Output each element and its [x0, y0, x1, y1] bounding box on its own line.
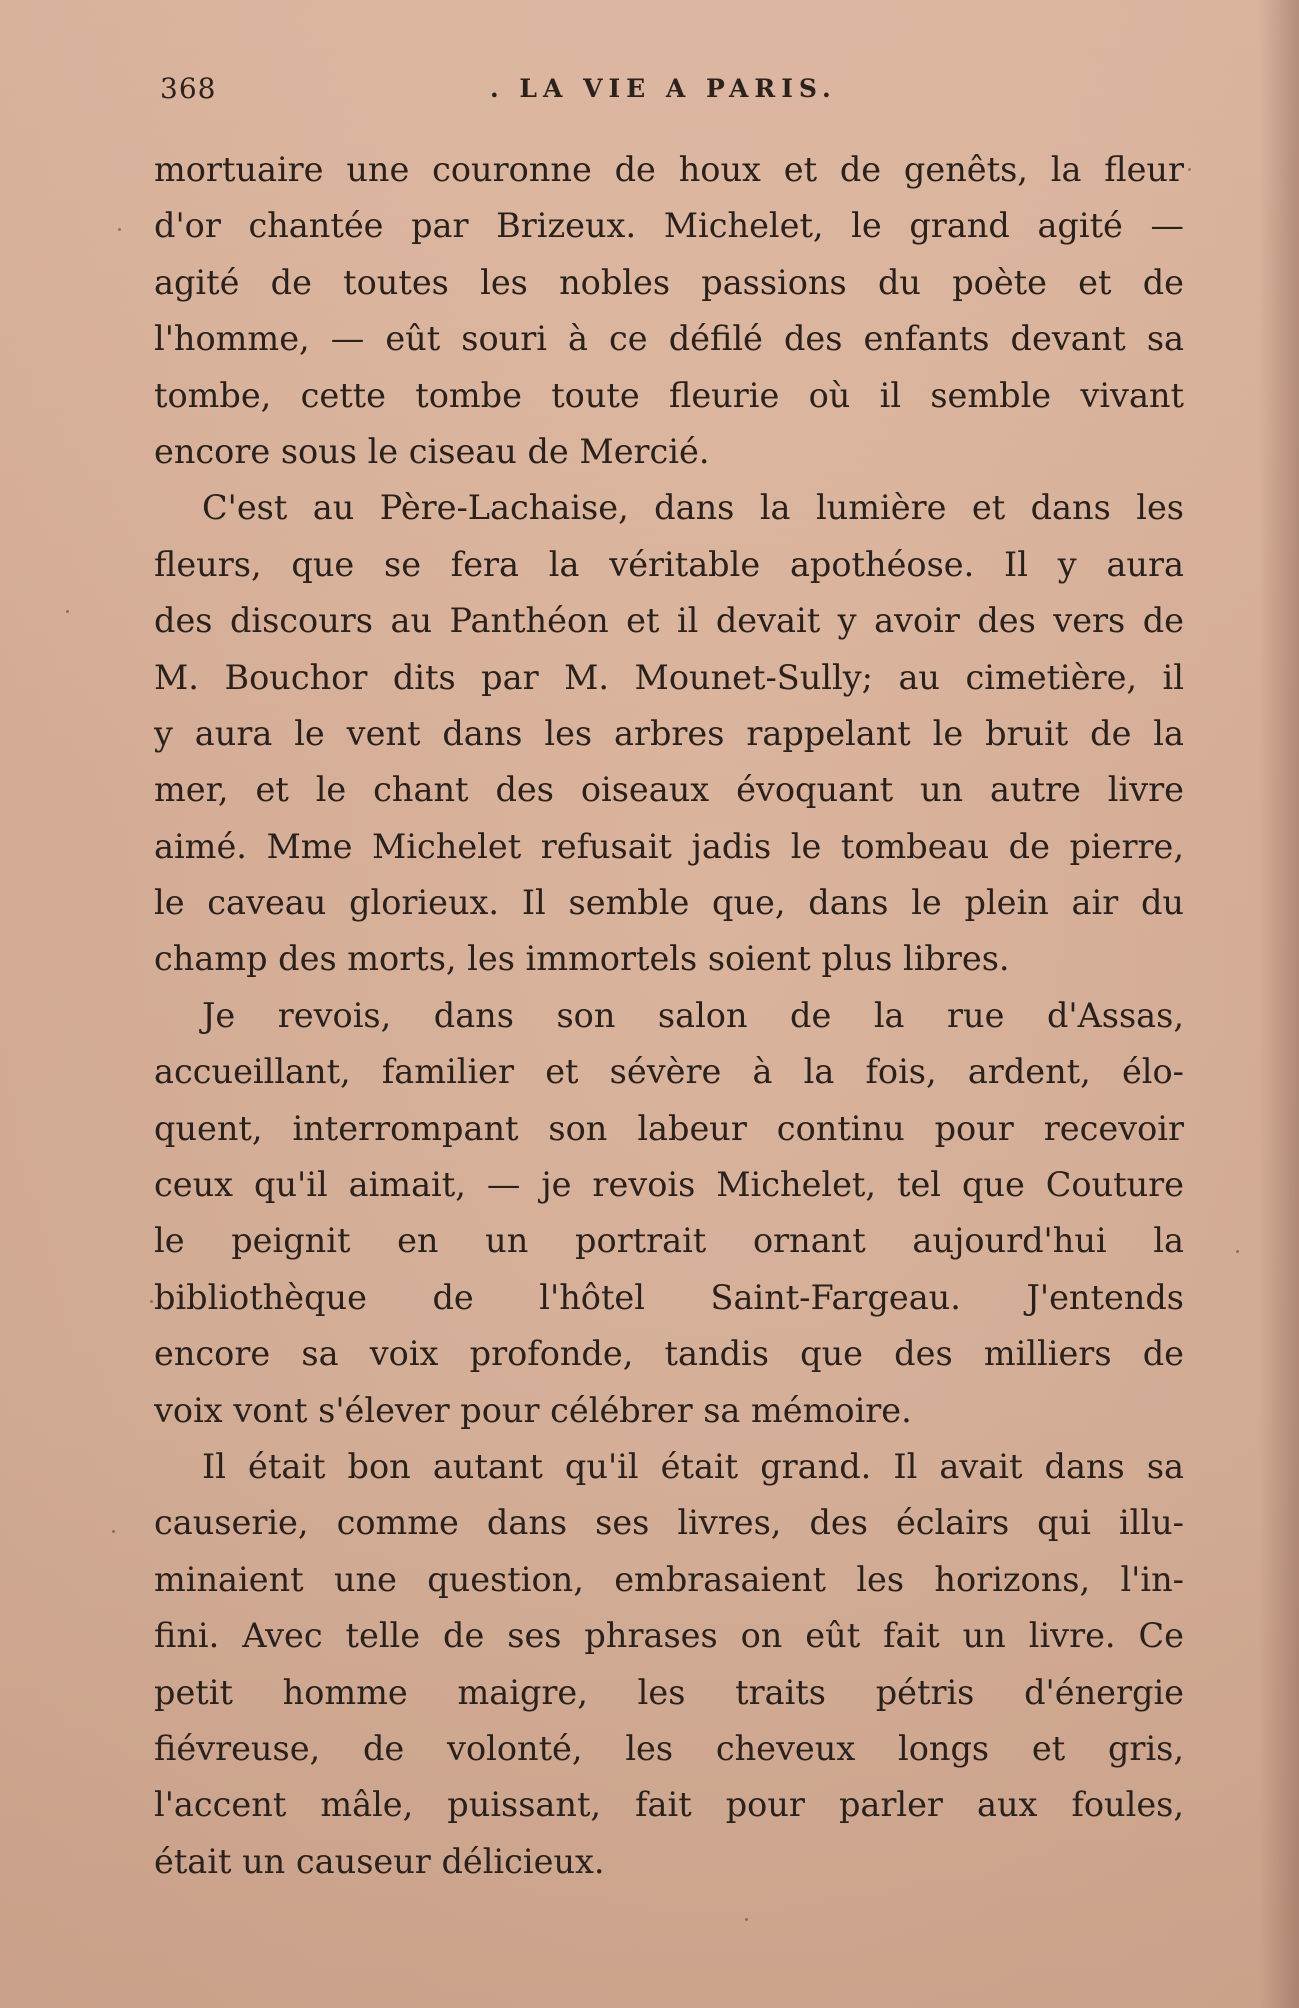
text-line: agité de toutes les nobles passions du poète et de — [154, 262, 1184, 302]
text-line: accueillant, familier et sévère à la fois, ardent, élo- — [154, 1052, 1184, 1092]
paper-speck — [118, 228, 121, 231]
text-line: le caveau glorieux. Il semble que, dans le plein air du — [154, 883, 1184, 923]
running-head: . LA VIE A PARIS. — [490, 74, 837, 103]
text-line: C'est au Père-Lachaise, dans la lumière et dans les — [202, 488, 1184, 528]
text-line: quent, interrompant son labeur continu pour recevoir — [154, 1108, 1184, 1148]
page-edge-shadow — [1259, 0, 1299, 2008]
text-line: fleurs, que se fera la véritable apothéose. Il y aura — [154, 544, 1184, 584]
text-line: encore sa voix profonde, tandis que des milliers de — [154, 1334, 1184, 1374]
paper-speck — [1188, 168, 1191, 171]
paper-speck — [112, 1530, 115, 1533]
text-line: fini. Avec telle de ses phrases on eût fait un livre. Ce — [154, 1616, 1184, 1656]
paragraph — [154, 142, 1184, 480]
text-line: mortuaire une couronne de houx et de genêts, la fleur — [154, 150, 1184, 189]
text-line: Je revois, dans son salon de la rue d'Assas, — [202, 995, 1184, 1035]
text-line: bibliothèque de l'hôtel Saint-Fargeau. J'entends — [154, 1277, 1184, 1317]
text-line: minaient une question, embrasaient les horizons, l'in- — [154, 1559, 1184, 1599]
page-header — [160, 72, 1160, 112]
text-line: fiévreuse, de volonté, les cheveux longs et gris, — [154, 1728, 1184, 1768]
text-line: l'homme, — eût souri à ce défilé des enfants devant sa — [154, 319, 1184, 359]
text-line: mer, et le chant des oiseaux évoquant un autre livre — [154, 770, 1184, 810]
text-line: l'accent mâle, puissant, fait pour parler aux foules, — [154, 1785, 1184, 1825]
text-line: petit homme maigre, les traits pétris d'énergie — [154, 1672, 1184, 1712]
text-line: M. Bouchor dits par M. Mounet-Sully; au cimetière, il — [154, 657, 1184, 697]
paragraph — [154, 988, 1184, 1439]
text-line: voix vont s'élever pour célébrer sa mémoire. — [154, 1390, 912, 1430]
paper-speck — [1236, 1250, 1239, 1253]
paper-speck — [745, 1918, 748, 1921]
paragraph — [154, 480, 1184, 988]
text-line: tombe, cette tombe toute fleurie où il semble vivant — [154, 375, 1184, 415]
text-line: des discours au Panthéon et il devait y avoir des vers de — [154, 601, 1184, 641]
page-number: 368 — [160, 72, 217, 105]
text-line: encore sous le ciseau de Mercié. — [154, 431, 710, 471]
text-body — [154, 142, 1184, 1890]
paper-speck — [66, 610, 69, 613]
paper-speck — [150, 1300, 153, 1303]
text-line: ceux qu'il aimait, — je revois Michelet, tel que Couture — [154, 1165, 1184, 1205]
text-line: d'or chantée par Brizeux. Michelet, le grand agité — — [154, 206, 1184, 246]
text-line: était un causeur délicieux. — [154, 1841, 605, 1881]
text-line: y aura le vent dans les arbres rappelant le bruit de la — [154, 713, 1184, 753]
text-line: le peignit en un portrait ornant aujourd'hui la — [154, 1221, 1184, 1261]
paragraph — [154, 1439, 1184, 1890]
text-line: champ des morts, les immortels soient plus libres. — [154, 939, 1010, 979]
text-line: aimé. Mme Michelet refusait jadis le tombeau de pierre, — [154, 826, 1184, 866]
text-line: causerie, comme dans ses livres, des éclairs qui illu- — [154, 1503, 1184, 1543]
text-line: Il était bon autant qu'il était grand. Il avait dans sa — [202, 1446, 1184, 1486]
